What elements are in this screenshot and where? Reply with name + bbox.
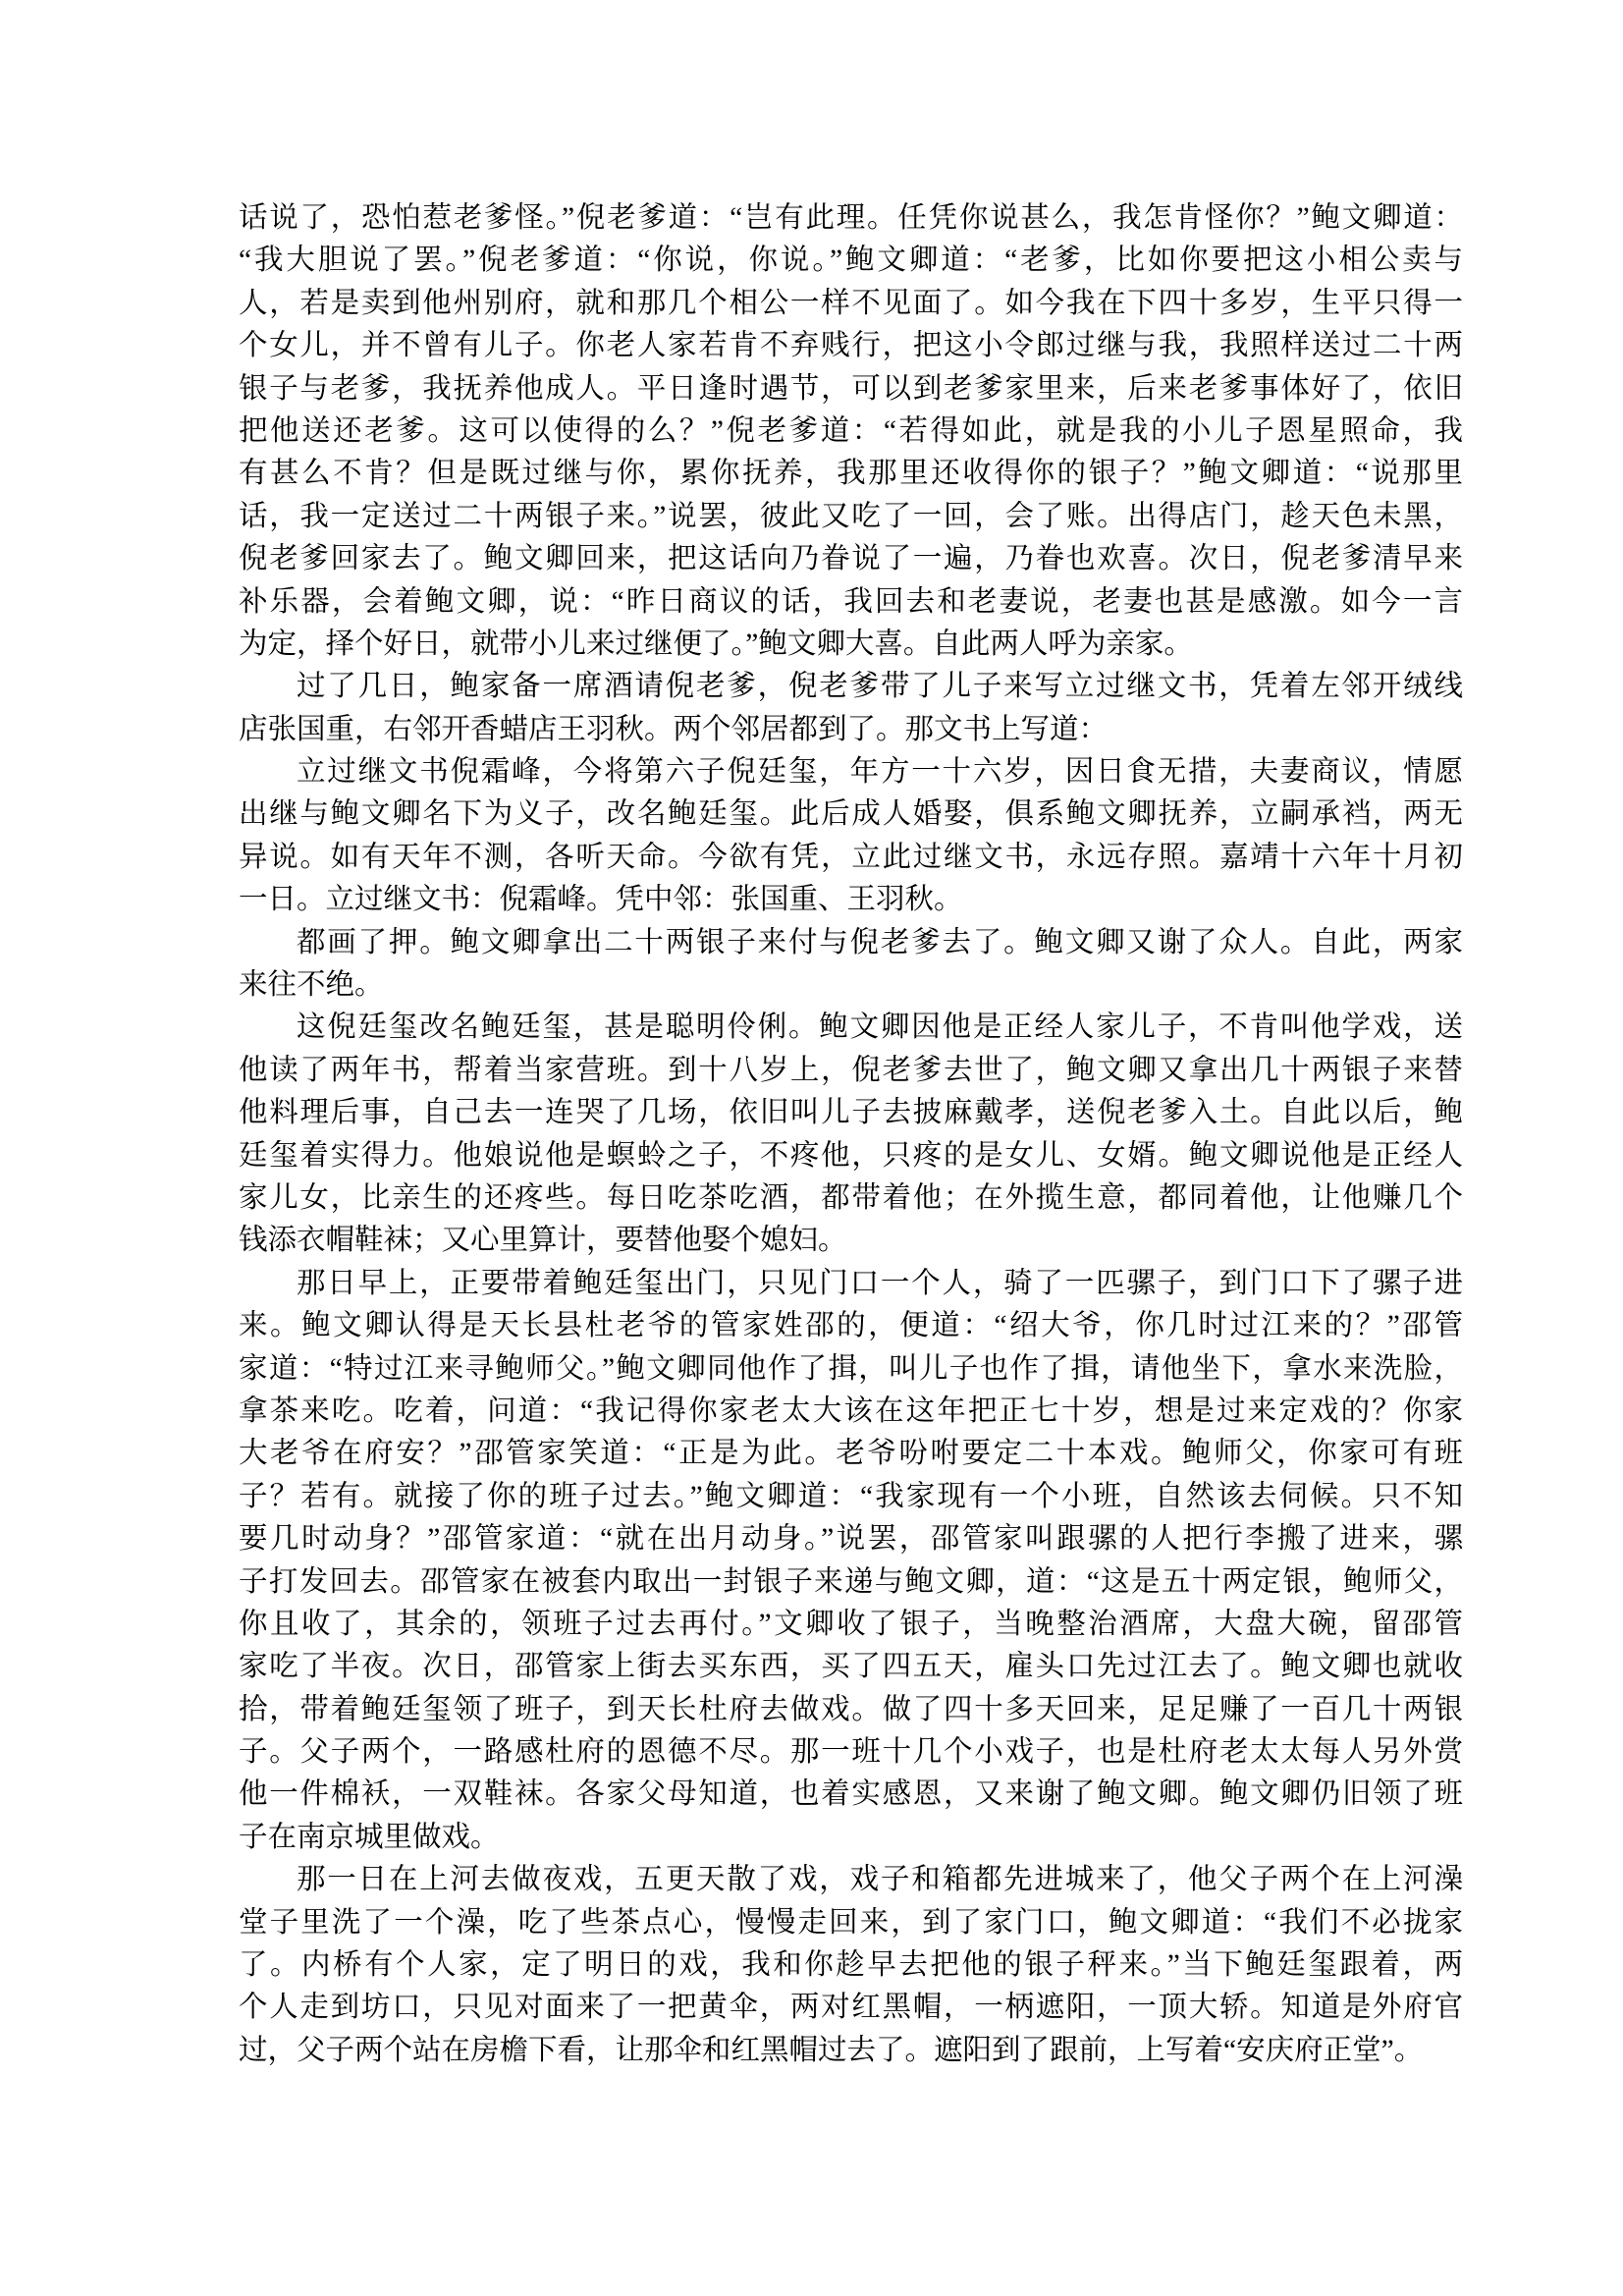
text-line: 个女儿，并不曾有儿子。你老人家若肯不弃贱行，把这小令郎过继与我，我照样送过二十两 <box>239 330 1463 362</box>
text-line: 一日。立过继文书：倪霜峰。凭中邻：张国重、王羽秋。 <box>239 884 963 916</box>
text-line: 堂子里洗了一个澡，吃了些茶点心，慢慢走回来，到了家门口，鲍文卿道：“我们不必拢家 <box>239 1906 1463 1939</box>
text-line: 话说了，恐怕惹老爹怪。”倪老爹道：“岂有此理。任凭你说甚么，我怎肯怪你？”鲍文卿道： <box>239 202 1463 234</box>
text-line: 大老爷在府安？”邵管家笑道：“正是为此。老爷吩咐要定二十本戏。鲍师父，你家可有班 <box>239 1438 1464 1470</box>
text-line: “我大胆说了罢。”倪老爹道：“你说，你说。”鲍文卿道：“老爹，比如你要把这小相公卖与 <box>239 245 1463 277</box>
text-line: 子打发回去。邵管家在被套内取出一封银子来递与鲍文卿，道：“这是五十两定银，鲍师父， <box>239 1565 1463 1598</box>
text-line: 过，父子两个站在房檐下看，让那伞和红黑帽过去了。遮阳到了跟前，上写着“安庆府正堂”。 <box>239 2034 1424 2066</box>
text-line: 拾，带着鲍廷玺领了班子，到天长杜府去做戏。做了四十多天回来，足足赚了一百几十两银 <box>239 1693 1463 1725</box>
text-line: 那一日在上河去做夜戏，五更天散了戏，戏子和箱都先进城来了，他父子两个在上河澡 <box>297 1864 1463 1896</box>
text-line: 为定，择个好日，就带小儿来过继便了。”鲍文卿大喜。自此两人呼为亲家。 <box>239 628 1193 660</box>
text-line: 有甚么不肯？但是既过继与你，累你抚养，我那里还收得你的银子？”鲍文卿道：“说那里 <box>239 458 1463 490</box>
text-line: 话，我一定送过二十两银子来。”说罢，彼此又吃了一回，会了账。出得店门，趁天色未黑， <box>239 500 1463 532</box>
text-line: 店张国重，右邻开香蜡店王羽秋。两个邻居都到了。那文书上写道： <box>239 713 1109 745</box>
text-line: 了。内桥有个人家，定了明日的戏，我和你趁早去把他的银子秤来。”当下鲍廷玺跟着，两 <box>239 1949 1463 1982</box>
text-line: 个人走到坊口，只见对面来了一把黄伞，两对红黑帽，一柄遮阳，一顶大轿。知道是外府官 <box>239 1992 1463 2024</box>
text-line: 过了几日，鲍家备一席酒请倪老爹，倪老爹带了儿子来写立过继文书，凭着左邻开绒线 <box>297 671 1463 703</box>
text-line: 他一件棉袄，一双鞋袜。各家父母知道，也着实感恩，又来谢了鲍文卿。鲍文卿仍旧领了班 <box>239 1778 1463 1811</box>
text-line: 家道：“特过江来寻鲍师父。”鲍文卿同他作了揖，叫儿子也作了揖，请他坐下，拿水来洗脸， <box>239 1352 1463 1385</box>
text-line: 补乐器，会着鲍文卿，说：“昨日商议的话，我回去和老妻说，老妻也甚是感激。如今一言 <box>239 585 1463 618</box>
text-line: 把他送还老爹。这可以使得的么？”倪老爹道：“若得如此，就是我的小儿子恩星照命，我 <box>239 414 1463 447</box>
text-line: 子在南京城里做戏。 <box>239 1821 500 1853</box>
text-line: 你且收了，其余的，领班子过去再付。”文卿收了银子，当晚整治酒席，大盘大碗，留邵管 <box>239 1608 1463 1640</box>
text-line: 都画了押。鲍文卿拿出二十两银子来付与倪老爹去了。鲍文卿又谢了众人。自此，两家 <box>297 926 1463 958</box>
text-line: 他料理后事，自己去一连哭了几场，依旧叫儿子去披麻戴孝，送倪老爹入土。自此以后，鲍 <box>239 1097 1463 1129</box>
text-line: 钱添衣帽鞋袜；又心里算计，要替他娶个媳妇。 <box>239 1225 847 1257</box>
text-line: 子。父子两个，一路感杜府的恩德不尽。那一班十几个小戏子，也是杜府老太太每人另外赏 <box>239 1736 1463 1769</box>
text-line: 异说。如有天年不测，各听天命。今欲有凭，立此过继文书，永远存照。嘉靖十六年十月初 <box>239 841 1463 873</box>
text-line: 那日早上，正要带着鲍廷玺出门，只见门口一个人，骑了一匹骡子，到门口下了骡子进 <box>297 1267 1463 1299</box>
text-line: 来往不绝。 <box>239 969 384 1002</box>
text-line: 银子与老爹，我抚养他成人。平日逢时遇节，可以到老爹家里来，后来老爹事体好了，依旧 <box>239 372 1463 405</box>
text-line: 要几时动身？”邵管家道：“就在出月动身。”说罢，邵管家叫跟骡的人把行李搬了进来，骡 <box>239 1523 1463 1556</box>
text-line: 这倪廷玺改名鲍廷玺，甚是聪明伶俐。鲍文卿因他是正经人家儿子，不肯叫他学戏，送 <box>297 1011 1463 1044</box>
text-line: 家吃了半夜。次日，邵管家上街去买东西，买了四五天，雇头口先过江去了。鲍文卿也就收 <box>239 1651 1463 1683</box>
text-line: 来。鲍文卿认得是天长县杜老爷的管家姓邵的，便道：“绍大爷，你几时过江来的？”邵管 <box>239 1310 1463 1342</box>
text-line: 倪老爹回家去了。鲍文卿回来，把这话向乃眷说了一遍，乃眷也欢喜。次日，倪老爹清早来 <box>239 543 1463 575</box>
text-line: 子？若有。就接了你的班子过去。”鲍文卿道：“我家现有一个小班，自然该去伺候。只不知 <box>239 1480 1463 1512</box>
text-line: 人，若是卖到他州别府，就和那几个相公一样不见面了。如今我在下四十多岁，生平只得一 <box>239 287 1463 319</box>
text-line: 出继与鲍文卿名下为义子，改名鲍廷玺。此后成人婚娶，俱系鲍文卿抚养，立嗣承裆，两无 <box>239 798 1463 831</box>
text-line: 他读了两年书，帮着当家营班。到十八岁上，倪老爹去世了，鲍文卿又拿出几十两银子来替 <box>239 1054 1463 1086</box>
text-line: 家儿女，比亲生的还疼些。每日吃茶吃酒，都带着他；在外揽生意，都同着他，让他赚几个 <box>239 1181 1463 1214</box>
text-line: 廷玺着实得力。他娘说他是螟蛉之子，不疼他，只疼的是女儿、女婿。鲍文卿说他是正经人 <box>239 1139 1463 1172</box>
text-line: 立过继文书倪霜峰，今将第六子倪廷玺，年方一十六岁，因日食无措，夫妻商议，情愿 <box>297 756 1463 789</box>
text-content <box>239 197 1463 2072</box>
text-line: 拿茶来吃。吃着，问道：“我记得你家老太大该在这年把正七十岁，想是过来定戏的？你家 <box>239 1394 1463 1427</box>
